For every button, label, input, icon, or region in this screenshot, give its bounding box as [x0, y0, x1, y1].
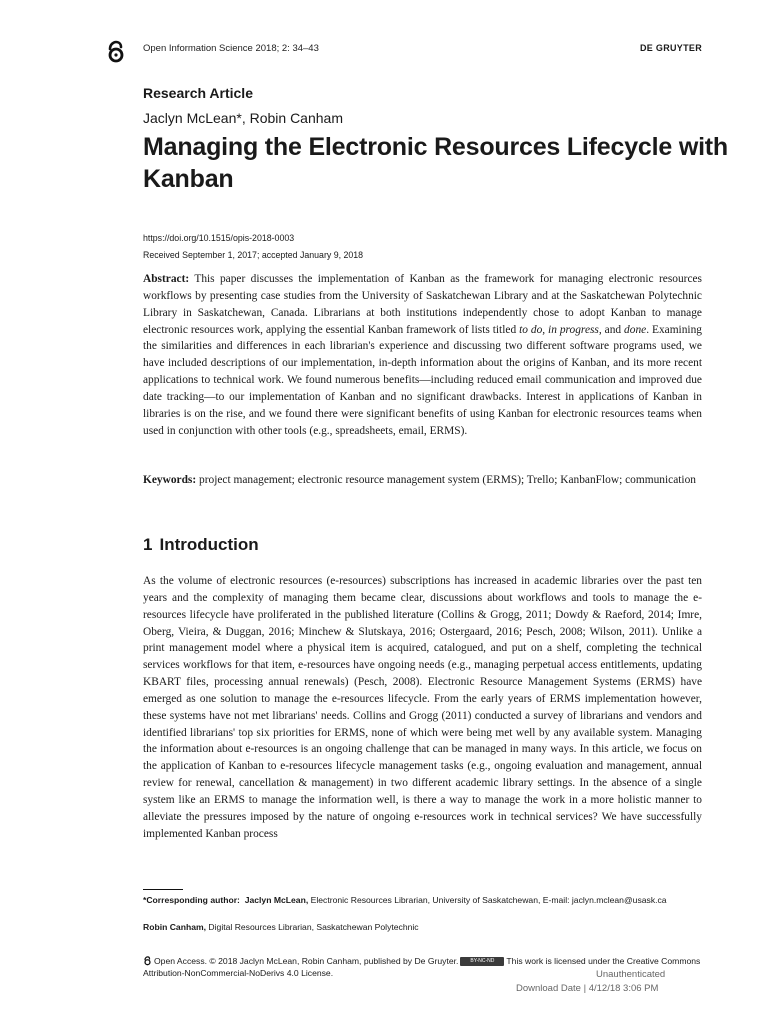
- footnote-rule: [143, 889, 183, 890]
- abstract-italic-1: to do, in progress,: [519, 323, 602, 336]
- doi-link[interactable]: https://doi.org/10.1515/opis-2018-0003: [143, 233, 295, 243]
- auth-status: Unauthenticated: [596, 969, 666, 980]
- corresponding-name: Jaclyn McLean,: [244, 895, 309, 905]
- corresponding-author-note: [143, 894, 703, 907]
- body-paragraph: As the volume of electronic resources (e-resources) subscriptions has increased in academic libraries over the past ten years and the complexity of managing them became clear, discussions about workflows and tools to manage the e-resources lifecycle have proliferated in the published literature (Collins & Grogg, 2011; Dowdy & Raeford, 2014; Imre, Oberg, Vieira, & Duggan, 2016; Minchew & Slutskaya, 2016; Ostergaard, 2016; Pesch, 2008; Wilson, 2011). Unlike a print management model where a physical item is acquired, catalogued, and put on a shelf, completing the technical services workflows for that item, e-resources have ongoing needs (e.g., managing perpetual access entitlements, updating KBART files, processing annual renewals) (Pesch, 2008). Electronic Resource Management Systems (ERMS) have emerged as one solution to manage the e-resources lifecycle. From the early years of ERMS implementation however, these systems have not met librarians' needs. Collins and Grogg (2011) conducted a survey of librarians and vendors and identified librarians' top six priorities for ERMS, none of which were being met well by any available system. Managing the information about e-resources is an ongoing challenge that can be managed in many ways. In this article, we focus on the application of Kanban to e-resources lifecycle management tasks (e.g., ongoing evaluation and management, annual review for renewal, cancellation & management) in two different academic library settings. In the absence of a single system like an ERMS to manage the information well, is there a way to manage the work in a more holistic manner to alleviate the pressures imposed by the nature of ongoing e-resources work in technical services? We have successfully implemented Kanban process: [143, 575, 702, 840]
- corresponding-label: *Corresponding author:: [143, 895, 240, 905]
- second-author-note: [143, 921, 703, 934]
- section-number: 1: [143, 535, 153, 554]
- article-type: Research Article: [143, 85, 253, 101]
- license-text-2: This work is licensed under the Creative Commons Attribution-NonCommercial-NoDerivs 4.0 License.: [143, 956, 701, 978]
- article-authors: Jaclyn McLean*, Robin Canham: [143, 110, 343, 126]
- open-access-small-icon: [143, 956, 152, 966]
- keywords: [143, 472, 702, 489]
- section-heading: [143, 535, 259, 555]
- license-text-1: Open Access. © 2018 Jaclyn McLean, Robin Canham, published by De Gruyter.: [154, 956, 459, 966]
- abstract-text-3: . Examining the similarities and differences in each librarian's experience and discussing two different software programs used, we have included descriptions of our implementation, in-depth information about the origins of Kanban, and its more recent applications to technical work. We found numerous benefits—including reduced email communication and improved due date tracking—to our implementation of Kanban and no significant drawbacks. Interest in applications of Kanban in libraries is on the rise, and we found there were significant benefits of using Kanban for electronic resources teams when used in conjunction with other tools (e.g., spreadsheets, email, ERMS).: [143, 323, 702, 437]
- keywords-text: project management; electronic resource management system (ERMS); Trello; KanbanFlow; communication: [199, 474, 696, 486]
- abstract-text-2: and: [604, 323, 622, 336]
- second-author-text: Digital Resources Librarian, Saskatchewan Polytechnic: [208, 922, 419, 932]
- section-title: Introduction: [159, 535, 259, 554]
- corresponding-text: Electronic Resources Librarian, University of Saskatchewan, E-mail: jaclyn.mclean@usask.ca: [310, 895, 667, 905]
- article-title: Managing the Electronic Resources Lifecycle with Kanban: [143, 133, 729, 193]
- abstract-label: Abstract:: [143, 273, 190, 285]
- received-dates: Received September 1, 2017; accepted January 9, 2018: [143, 250, 364, 260]
- keywords-label: Keywords:: [143, 474, 197, 486]
- journal-citation: Open Information Science 2018; 2: 34–43: [143, 43, 319, 54]
- abstract-italic-2: done: [624, 323, 647, 336]
- cc-license-badge[interactable]: BY-NC-ND: [460, 957, 504, 966]
- download-date: Download Date | 4/12/18 3:06 PM: [516, 983, 659, 994]
- open-access-icon: [105, 40, 127, 64]
- second-author-name: Robin Canham,: [143, 922, 207, 932]
- abstract-text-1: This paper discusses the implementation of Kanban as the framework for managing electronic resources workflows by presenting case studies from the University of Saskatchewan Library and at the Saskatchewan Polytechnic Library in Saskatchewan, Canada. Librarians at both institutions independently chose to adopt Kanban to manage electronic resources work, applying the essential Kanban framework of lists titled: [143, 273, 702, 336]
- publisher-name: DE GRUYTER: [639, 43, 702, 53]
- abstract: [143, 271, 702, 439]
